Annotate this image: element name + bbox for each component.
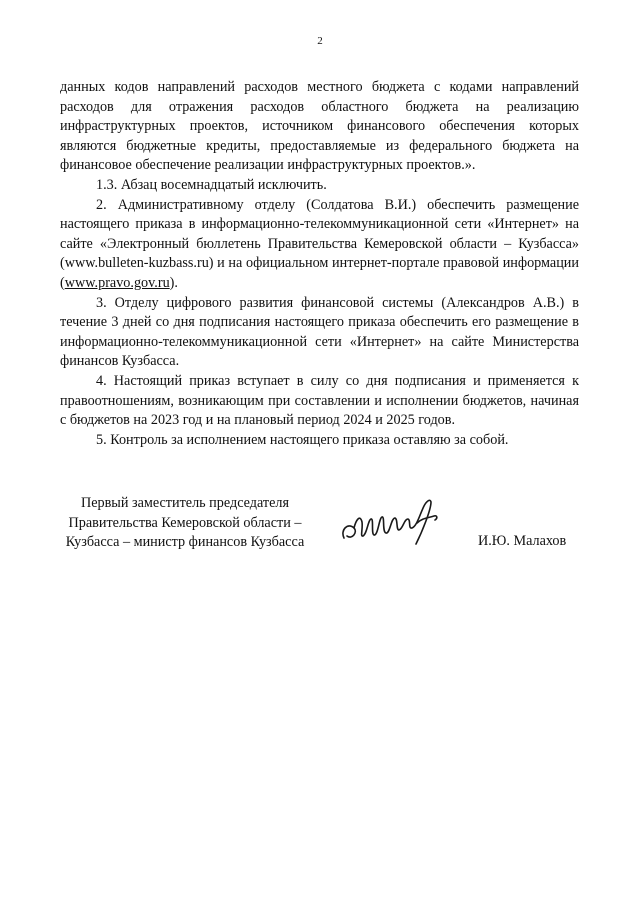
paragraph-item-4: 4. Настоящий приказ вступает в силу со дня подписания и применяется к правоотношениям, возникающим при составлении и исполнении бюджетов, начиная с бюджетов на 2023 год и на плановый период 2024 и 2025 годов.	[60, 372, 579, 429]
signer-position-line-1: Первый заместитель председателя	[80, 495, 290, 511]
paragraph-item-3: 3. Отделу цифрового развития финансовой системы (Александров А.В.) в течение 3 дней со дня подписания настоящего приказа обеспечить его размещение в информационно-телекоммуникационной сети «Интернет» на сайте Министерства финансов Кузбасса.	[60, 294, 579, 370]
pravo-gov-link[interactable]: www.pravo.gov.ru	[64, 274, 170, 291]
handwritten-signature	[338, 492, 440, 548]
signer-position-line-3: Кузбасса – министр финансов Кузбасса	[65, 534, 305, 551]
signer-position	[50, 494, 320, 553]
paragraph-item-1-3: 1.3. Абзац восемнадцатый исключить.	[96, 176, 327, 193]
signer-name: И.Ю. Малахов	[478, 533, 567, 549]
paragraph-item-5: 5. Контроль за исполнением настоящего приказа оставляю за собой.	[96, 431, 509, 448]
signer-position-line-2: Правительства Кемеровской области –	[68, 514, 302, 531]
paragraph-continuation: данных кодов направлений расходов местного бюджета с кодами направлений расходов для отражения расходов областного бюджета на реализацию инфраструктурных проектов, источником финансового обеспечения которых являются бюджетные кредиты, предоставляемые из федерального бюджета на финансовое обеспечение реализации инфраструктурных проектов.».	[60, 79, 579, 174]
paragraph-item-2	[60, 196, 579, 294]
item-2-text-start: 2. Административному отделу (Солдатова В.И.) обеспечить размещение настоящего приказа в информационно-телекоммуникационной сети «Интернет» на сайте «Электронный бюллетень Правительства Кемеровской области – Кузбасса» (www.bulleten-kuzbass.ru) и на официальном интернет-портале правовой информации (	[60, 196, 579, 291]
item-2-text-end: ).	[169, 274, 178, 291]
document-body	[60, 78, 579, 450]
page-number: 2	[317, 35, 323, 47]
